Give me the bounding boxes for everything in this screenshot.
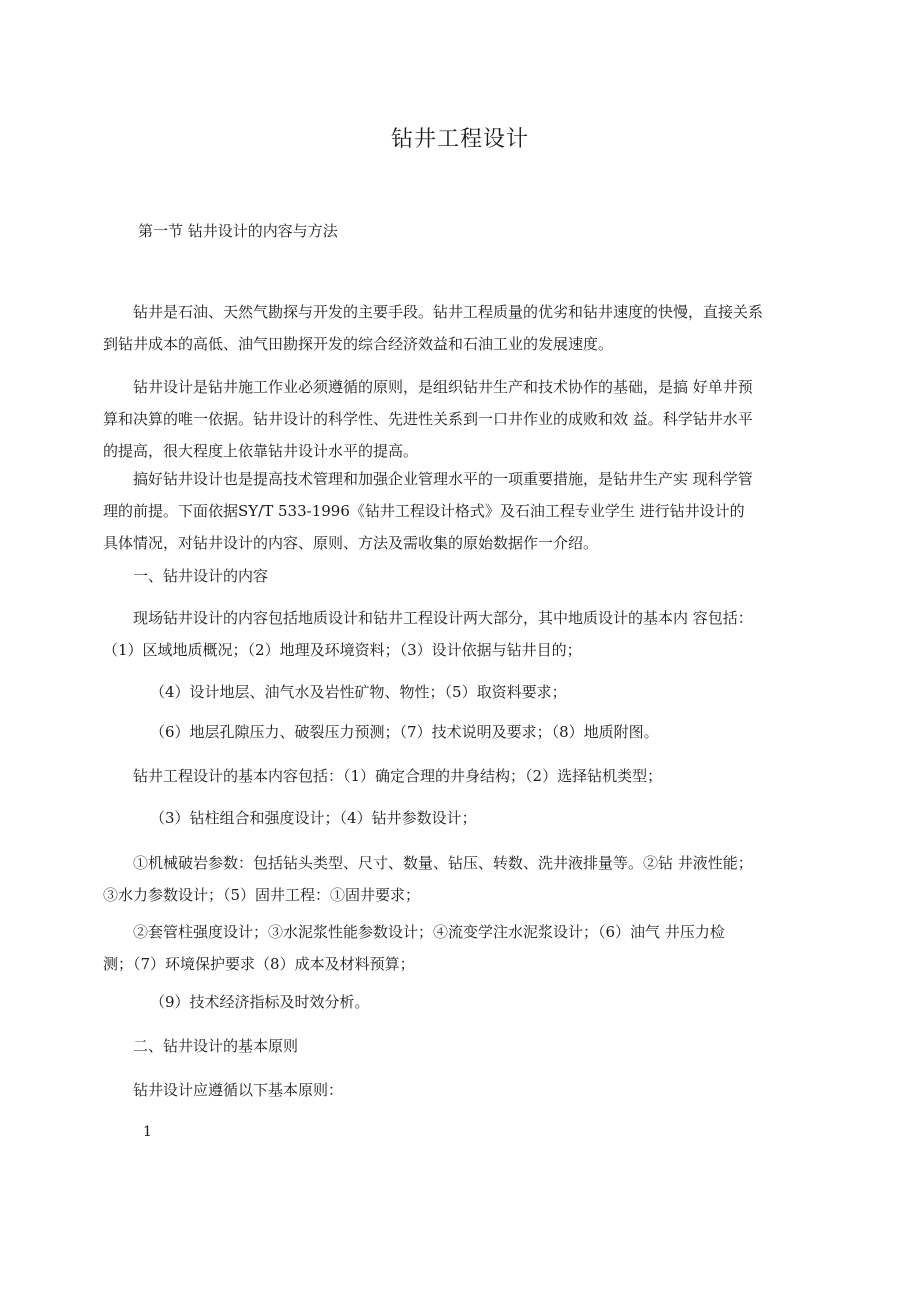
text-line: 一、钻井设计的内容 — [103, 567, 269, 585]
text-line: （9）技术经济指标及时效分析。 — [150, 993, 370, 1011]
paragraph-6 — [150, 716, 659, 748]
text-line: 钻井设计是钻井施工作业必须遵循的原则，是组织钻井生产和技术协作的基础，是搞 好单井预 — [103, 378, 753, 396]
text-line: （6）地层孔隙压力、破裂压力预测；（7）技术说明及要求；（8）地质附图。 — [150, 723, 659, 741]
paragraph-3 — [103, 463, 753, 559]
text-line: 搞好钻井设计也是提高技术管理和加强企业管理水平的一项重要措施，是钻井生产实 现科学管 — [103, 470, 753, 488]
text-line: 到钻井成本的高低、油气田勘探开发的综合经济效益和石油工业的发展速度。 — [103, 335, 614, 353]
paragraph-9 — [103, 847, 753, 911]
paragraph-1 — [103, 296, 763, 360]
heading-contents — [103, 560, 268, 592]
text-line: 二、钻井设计的基本原则 — [103, 1037, 299, 1055]
section-heading: 第一节 钻井设计的内容与方法 — [138, 222, 338, 240]
text-line: ①机械破岩参数：包括钻头类型、尺寸、数量、钻压、转数、洗井液排量等。②钻 井液性能； — [103, 854, 753, 872]
text-line: （3）钻柱组合和强度设计；（4）钻井参数设计； — [150, 809, 477, 827]
text-line: 理的前提。下面依据SY/T 533-1996《钻井工程设计格式》及石油工程专业学生 进行钻井设计的 — [103, 502, 745, 520]
paragraph-8 — [150, 802, 477, 834]
paragraph-7 — [103, 760, 662, 792]
paragraph-10 — [103, 916, 725, 980]
heading-principles — [103, 1030, 298, 1062]
page-number: 1 — [143, 1124, 152, 1140]
text-line: 钻井工程设计的基本内容包括：（1）确定合理的井身结构；（2）选择钻机类型； — [103, 767, 663, 785]
text-line: 钻井设计应遵循以下基本原则： — [103, 1081, 344, 1099]
document-title: 钻井工程设计 — [390, 127, 529, 152]
paragraph-12 — [103, 1074, 343, 1106]
paragraph-2 — [103, 371, 753, 467]
paragraph-11 — [150, 986, 370, 1018]
text-line: 现场钻井设计的内容包括地质设计和钻井工程设计两大部分，其中地质设计的基本内 容包括： — [103, 609, 753, 627]
text-line: ②套管柱强度设计；③水泥浆性能参数设计；④流变学注水泥浆设计；（6）油气 井压力检 — [103, 923, 725, 941]
text-line: ③水力参数设计；（5）固井工程：①固井要求； — [103, 886, 421, 904]
text-line: 测；（7）环境保护要求（8）成本及材料预算； — [103, 955, 415, 973]
text-line: 具体情况，对钻井设计的内容、原则、方法及需收集的原始数据作一介绍。 — [103, 534, 599, 552]
text-line: 钻井是石油、天然气勘探与开发的主要手段。钻井工程质量的优劣和钻井速度的快慢，直接关系 — [103, 303, 764, 321]
text-line: （1）区域地质概况；（2）地理及环境资料；（3）设计依据与钻井目的； — [103, 641, 582, 659]
paragraph-5 — [150, 676, 567, 708]
paragraph-4 — [103, 602, 753, 666]
text-line: 的提高，很大程度上依靠钻井设计水平的提高。 — [103, 442, 419, 460]
text-line: （4）设计地层、油气水及岩性矿物、物性；（5）取资料要求； — [150, 683, 567, 701]
text-line: 算和决算的唯一依据。钻井设计的科学性、先进性关系到一口井作业的成败和效 益。科学钻井水平 — [103, 410, 753, 428]
